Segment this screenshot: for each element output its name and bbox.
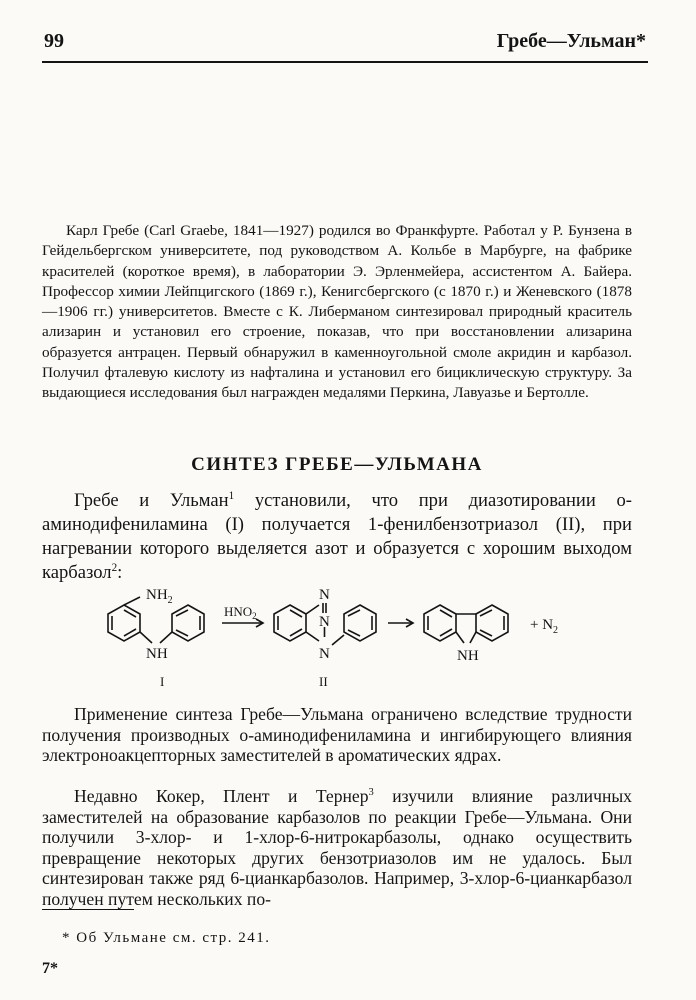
triazole-n3-label: N [319,646,330,662]
benzene-ring-2a [274,605,306,641]
amine-group: $NH_2$ [146,587,173,606]
section-title: СИНТЕЗ ГРЕБЕ—УЛЬМАНА [191,454,483,475]
carbazole-ring-right [476,605,508,641]
paragraph-limitations [42,704,632,766]
para3-text-a: Недавно Кокер, Плент и Тернер [74,786,369,806]
biography-text: Карл Гребе (Carl Graebe, 1841—1927) родился во Франкфурте. Работал у Р. Бунзена в Гейдельбергском университете, под руководством А. Кольбе в Марбурге, на фабрике красителей (короткое время), в лаборатории Э. Эрленмейера, ассистентом А. Байера. Профессор химии Лейпцигского (1869 г.), Кенигсбергского (с 1870 г.) и Женевского (1878—1906 гг.) университетов. Вместе с К. Либерманом синтезировал природный краситель ализарин и установил его строение, показав, что при восстановлении ализарина образуется антрацен. Первый обнаружил в каменноугольной смоле акридин и карбазол. Получил фталевую кислоту из нафталина и установил его бициклическую структуру. За выдающиеся исследования был награжден медалями Перкина, Лавуазье и Бертолле. [42,222,632,402]
compound-label-2: II [319,674,328,689]
benzene-ring-2b [344,605,376,641]
para3-text-b: изучили влияние различных заместителей на образование карбазолов по реакции Гребе—Ульмана. Они получили 3-хлор- и 1-хлор-6-нитрокарбазолы, однако осуществить превращение некоторых других бензотриазолов им не удалось. Был синтезирован также ряд 6-цианкарбазолов. Например, 3-хлор-6-цианкарбазол получен путем нескольких по- [42,786,632,909]
triazole-n1-label: N [319,587,330,603]
running-title: Гребе—Ульман* [496,30,646,52]
header-rule [42,61,648,63]
reaction-scheme [90,583,610,695]
para1-text-c: : [117,562,123,583]
para1-text-b: установили, что при диазотировании о-аминодифениламина (I) получается 1-фенилбензотриазол (II), при нагревании которого выделяется азот и образуется с хорошим выходом карбазол [42,490,632,583]
carbazole-ring-left [424,605,456,641]
triazole-n2-label: N [319,614,330,630]
signature-mark: 7* [42,960,58,977]
footnote-ref-2: 2 [111,561,118,574]
footnote-text: * Об Ульмане см. стр. 241. [62,930,271,946]
paragraph-intro [42,489,632,585]
benzene-ring-1b [172,605,204,641]
para2-text: Применение синтеза Гребе—Ульмана ограничено вследствие трудности получения производных о-аминодифениламина и ингибирующего влияния электроноакцепторных заместителей в ароматических ядрах. [42,704,632,765]
nitrogen-byproduct: + $N_2$ [530,617,559,636]
biography-block [42,221,632,404]
page-number: 99 [44,30,64,52]
footnote-ref-1: 1 [228,489,235,502]
footnote-ref-3: 3 [368,787,374,799]
benzene-ring-1a [108,605,140,641]
paragraph-recent-work [42,786,632,909]
carbazole-nh-label: NH [457,648,479,664]
footnote-rule [42,909,134,910]
bridge-nh-label: NH [146,646,168,662]
para1-text-a: Гребе и Ульман [74,490,229,511]
reagent-label: $HNO_2$ [224,604,257,621]
compound-label-1: I [160,674,165,689]
